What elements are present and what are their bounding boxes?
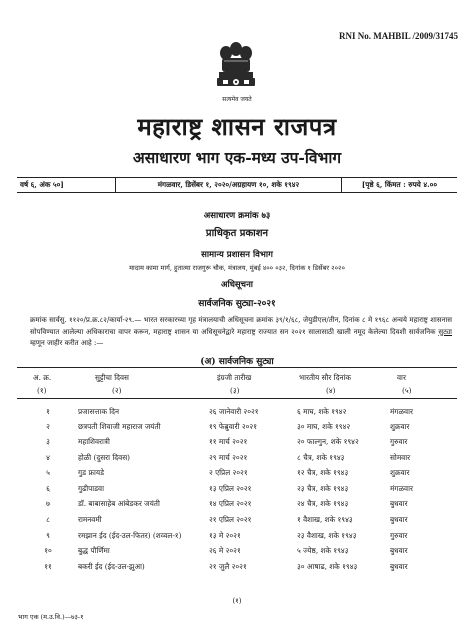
table-row: [0, 546, 474, 560]
rni-number: RNI No. MAHBIL /2009/31745: [338, 31, 458, 41]
cell-day: मंगळवार: [390, 407, 413, 416]
table-top-rule: [17, 367, 457, 368]
section-heading: सार्वजनिक सुट्या-२०२१: [198, 299, 276, 309]
col-header-holiday: सुट्टीचा दिवस: [95, 373, 129, 382]
cell-saka-date: ३० आषाढ, शके १९४३: [297, 562, 358, 571]
table-header-rule: [17, 398, 457, 399]
issue-date: मंगळवार, डिसेंबर १, २०२०/अग्रहायण १०, शके १९४२: [157, 180, 300, 189]
notification-heading: अधिसूचना: [221, 280, 253, 290]
authorized-publication: प्राधिकृत प्रकाशन: [205, 228, 269, 239]
cell-no: १०: [44, 546, 52, 555]
col-num-1: (१): [37, 386, 47, 395]
col-header-day: वार: [397, 373, 406, 382]
paragraph-text: म्हणून जाहीर करीत आहे :—: [30, 339, 104, 347]
cell-no: ६: [46, 484, 50, 493]
cell-saka-date: ८ चैत्र, शके १९४३: [297, 453, 345, 462]
cell-day: बुधवार: [390, 515, 408, 524]
ashoka-emblem-icon: [214, 40, 258, 94]
notification-paragraph: [30, 315, 452, 350]
department-name: सामान्य प्रशासन विभाग: [201, 250, 273, 260]
paragraph-text: क्रमांक सार्वसु. ११२०/प्र.क्र.८२/कार्या-२९.— भारत सरकारच्या गृह मंत्रालयाची अधिसूचना क्रमांक ३९/१/६८, जेयुडीएल/तीन, दिनांक ८ मे १९६८ अन्वये महाराष्ट्र शासनास सोपविण्यात आलेल्या अधिकाराचा वापर करून, महाराष्ट्र शासन या अधिसूचनेद्वारे महाराष्ट्र राज्यात सन २०२१ सालासाठी खाली नमूद केलेल्या दिवशी सार्वजनिक: [30, 316, 452, 336]
table-row: [0, 499, 474, 513]
cell-english-date: २ एप्रिल २०२१: [209, 468, 248, 477]
emblem-motto: सत्यमेव जयते: [222, 96, 252, 103]
department-address: मादाम कामा मार्ग, हुतात्मा राजगुरू चौक, मंत्रालय, मुंबई ४०० ०३२, दिनांक १ डिसेंबर २०२०: [129, 264, 345, 272]
cell-english-date: २१ एप्रिल २०२१: [209, 515, 252, 524]
table-row: [0, 531, 474, 545]
cell-no: ९: [46, 531, 50, 540]
table-row: [0, 468, 474, 482]
cell-no: १: [46, 407, 50, 416]
cell-no: ५: [46, 468, 50, 477]
volume-issue: वर्ष ६, अंक ५०]: [20, 180, 64, 189]
cell-day: बुधवार: [390, 546, 408, 555]
cell-english-date: १३ मे २०२१: [209, 531, 241, 540]
cell-day: सोमवार: [390, 453, 411, 462]
cell-saka-date: २४ चैत्र, शके १९४३: [297, 499, 349, 508]
cell-english-date: १३ एप्रिल २०२१: [209, 484, 252, 493]
cell-holiday: छत्रपती शिवाजी महाराज जयंती: [78, 422, 161, 431]
table-row: [0, 453, 474, 467]
cell-english-date: ११ मार्च २०२१: [209, 437, 248, 446]
cell-english-date: १४ एप्रिल २०२१: [209, 499, 252, 508]
col-num-2: (२): [112, 386, 122, 395]
page-number: (१): [232, 597, 242, 605]
table-row: [0, 407, 474, 421]
cell-day: मंगळवार: [390, 484, 413, 493]
cell-day: बुधवार: [390, 499, 408, 508]
cell-holiday: प्रजासत्ताक दिन: [78, 407, 120, 416]
cell-holiday: डॉ. बाबासाहेब आंबेडकर जयंती: [78, 499, 160, 508]
cell-no: २: [46, 422, 50, 431]
cell-saka-date: २३ वैशाख, शके १९४३: [297, 531, 357, 540]
cell-holiday: बकरी ईद (ईद-उल-झुआ): [78, 562, 145, 571]
gazette-title: महाराष्ट्र शासन राजपत्र: [137, 112, 337, 141]
cell-no: ४: [46, 453, 50, 462]
table-row: [0, 515, 474, 529]
footer-reference: भाग एक (म.उ.वि.)—७३-१: [18, 613, 84, 621]
cell-day: बुधवार: [390, 562, 408, 571]
col-num-4: (४): [326, 386, 336, 395]
pages-price: [पृष्ठे ६, किंमत : रुपये ४.००: [361, 180, 438, 189]
cell-holiday: गुढीपाडवा: [78, 484, 104, 493]
cell-holiday: महाशिवरात्री: [78, 437, 110, 446]
cell-english-date: २१ जुलै २०२१: [209, 562, 247, 571]
cell-no: ८: [46, 515, 50, 524]
cell-saka-date: १२ चैत्र, शके १९४३: [297, 468, 349, 477]
table-row: [0, 437, 474, 451]
col-num-3: (३): [230, 386, 240, 395]
extraordinary-number: असाधारण क्रमांक ७३: [203, 211, 271, 221]
cell-day: शुक्रवार: [390, 468, 410, 477]
table-row: [0, 484, 474, 498]
col-num-5: (५): [402, 386, 412, 395]
cell-holiday: होळी (दुसरा दिवस): [78, 453, 130, 462]
cell-saka-date: २३ चैत्र, शके १९४३: [297, 484, 349, 493]
cell-english-date: १९ फेब्रुवारी २०२१: [209, 422, 258, 431]
table-row: [0, 422, 474, 436]
cell-english-date: २६ मे २०२१: [209, 546, 241, 555]
col-header-no: अ. क्र.: [33, 373, 52, 382]
cell-day: शुक्रवार: [390, 422, 410, 431]
cell-english-date: २९ मार्च २०२१: [209, 453, 248, 462]
cell-saka-date: ३० माघ, शके १९४२: [297, 422, 351, 431]
cell-day: गुरुवार: [390, 437, 408, 446]
cell-saka-date: १ वैशाख, शके १९४३: [297, 515, 353, 524]
issue-meta-bar: [17, 177, 457, 193]
cell-saka-date: ६ माघ, शके १९४२: [297, 407, 347, 416]
cell-saka-date: ५ ज्येष्ठ, शके १९४३: [297, 546, 349, 555]
cell-no: ३: [46, 437, 50, 446]
cell-day: गुरुवार: [390, 531, 408, 540]
cell-holiday: रमझान ईद (ईद-उल-फितर) (शव्वल-१): [78, 531, 182, 540]
table-title: (अ) सार्वजनिक सुट्या: [200, 357, 274, 367]
col-header-english-date: इंग्रजी तारीख: [217, 373, 252, 382]
cell-holiday: रामनवमी: [78, 515, 102, 524]
cell-no: ११: [44, 562, 52, 571]
cell-holiday: बुद्ध पौर्णिमा: [78, 546, 110, 555]
cell-no: ७: [46, 499, 50, 508]
table-row: [0, 562, 474, 576]
cell-english-date: २६ जानेवारी २०२१: [209, 407, 259, 416]
paragraph-underlined: सुट्या: [438, 327, 452, 336]
col-header-saka-date: भारतीय सौर दिनांक: [299, 373, 352, 382]
cell-saka-date: २० फाल्गुन, शके १९४२: [297, 437, 359, 446]
cell-holiday: गुड फ्रायडे: [78, 468, 104, 477]
gazette-subtitle: असाधारण भाग एक-मध्य उप-विभाग: [132, 148, 342, 167]
